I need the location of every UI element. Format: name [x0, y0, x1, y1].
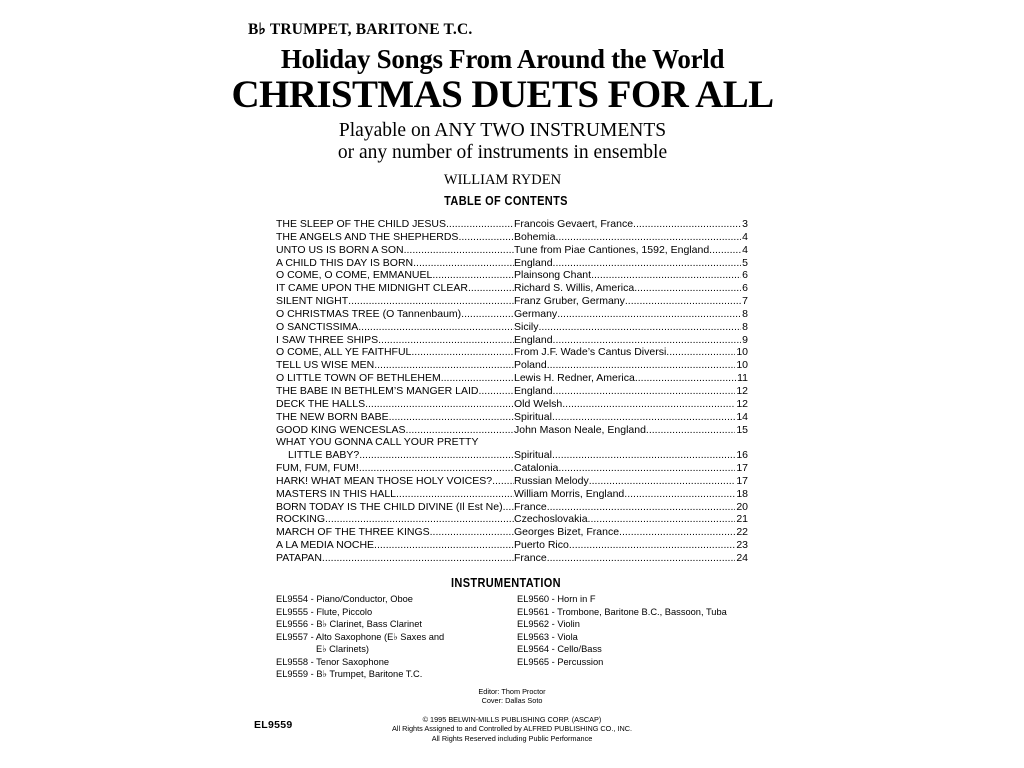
toc-page-number: 10	[736, 346, 748, 359]
dot-leader	[378, 334, 514, 347]
toc-page-number: 21	[736, 513, 748, 526]
toc-title: FUM, FUM, FUM!	[276, 462, 359, 475]
toc-page-number: 15	[736, 423, 748, 436]
toc-origin: England	[514, 384, 553, 397]
toc-row	[276, 346, 748, 359]
toc-page-number: 14	[736, 410, 748, 423]
toc-origin: Spiritual	[514, 410, 552, 423]
toc-title: O LITTLE TOWN OF BETHLEHEM	[276, 372, 441, 385]
instrumentation-item: E♭ Clarinets)	[316, 644, 369, 654]
toc-title: WHAT YOU GONNA CALL YOUR PRETTY	[276, 436, 479, 449]
dot-leader	[406, 424, 514, 437]
instrumentation-item: EL9558 - Tenor Saxophone	[276, 656, 390, 667]
title-block	[230, 44, 775, 190]
dot-leader	[411, 346, 514, 359]
toc-row	[276, 462, 748, 475]
editor-credit: Editor: Thom Proctor	[478, 687, 546, 696]
toc-title: THE NEW BORN BABE	[276, 410, 389, 423]
description-line-2: or any number of instruments in ensemble	[337, 142, 668, 163]
toc-title: I SAW THREE SHIPS	[276, 333, 379, 346]
toc-title: LITTLE BABY?	[288, 449, 360, 462]
toc-row	[276, 539, 748, 552]
toc-origin: Franz Gruber, Germany	[514, 295, 625, 308]
dot-leader	[619, 526, 735, 539]
toc-page-number: 12	[736, 397, 748, 410]
dot-leader	[413, 257, 514, 270]
toc-row	[276, 449, 748, 462]
dot-leader	[430, 526, 514, 539]
dot-leader	[441, 372, 514, 385]
dot-leader	[432, 269, 514, 282]
cover-credit: Cover: Dallas Soto	[481, 696, 543, 706]
dot-leader	[468, 282, 514, 295]
dot-leader	[633, 218, 741, 231]
toc-title: O COME, ALL YE FAITHFUL	[276, 346, 412, 359]
author: WILLIAM RYDEN	[443, 172, 562, 188]
toc-row	[276, 372, 748, 385]
toc-page-number: 11	[737, 372, 748, 385]
toc-row	[276, 321, 748, 334]
toc-origin: England	[514, 256, 553, 269]
dot-leader	[553, 257, 742, 270]
description-line-1: Playable on ANY TWO INSTRUMENTS	[338, 120, 667, 141]
instrumentation-left-column	[276, 593, 444, 681]
toc-origin: Richard S. Willis, America	[514, 282, 635, 295]
toc-page-number: 8	[742, 320, 748, 333]
toc-origin: France	[514, 551, 547, 564]
toc-row	[276, 334, 748, 347]
dot-leader	[557, 308, 741, 321]
dot-leader	[389, 411, 514, 424]
toc-page-number: 4	[742, 243, 748, 256]
dot-leader	[359, 462, 514, 475]
dot-leader	[552, 449, 735, 462]
toc-page-number: 3	[742, 218, 748, 230]
toc-origin: Germany	[514, 307, 558, 320]
toc-page-number: 9	[742, 333, 748, 346]
toc-title: MASTERS IN THIS HALL	[276, 487, 397, 500]
toc-page-number: 22	[736, 526, 748, 539]
toc-title: O COME, O COME, EMMANUEL	[276, 269, 433, 282]
toc-page-number: 20	[736, 500, 748, 513]
toc-row	[276, 385, 748, 398]
toc-origin: Tune from Piae Cantiones, 1592, England	[514, 243, 710, 256]
copyright-line: All Rights Assigned to and Controlled by ALFRED PUBLISHING CO., INC.	[391, 724, 633, 734]
instrumentation-item: EL9556 - B♭ Clarinet, Bass Clarinet	[276, 619, 422, 629]
toc-page-number: 5	[742, 256, 748, 269]
toc-row	[276, 244, 748, 257]
dot-leader	[503, 501, 514, 514]
dot-leader	[635, 372, 736, 385]
dot-leader	[588, 513, 736, 526]
instrumentation-right-column	[517, 593, 727, 668]
dot-leader	[553, 385, 736, 398]
dot-leader	[589, 475, 736, 488]
credits	[382, 687, 642, 706]
toc-page-number: 16	[736, 449, 748, 462]
main-title: CHRISTMAS DUETS FOR ALL	[231, 73, 774, 116]
dot-leader	[458, 231, 514, 244]
dot-leader	[396, 488, 514, 501]
toc-title: A LA MEDIA NOCHE	[276, 539, 375, 552]
toc-row	[276, 308, 748, 321]
toc-title: IT CAME UPON THE MIDNIGHT CLEAR	[276, 282, 468, 295]
instrumentation-item: EL9555 - Flute, Piccolo	[276, 606, 373, 617]
dot-leader	[624, 488, 735, 501]
toc-row	[276, 436, 748, 449]
toc-title: HARK! WHAT MEAN THOSE HOLY VOICES?	[276, 474, 493, 487]
dot-leader	[359, 449, 514, 462]
toc-origin: Old Welsh	[514, 397, 563, 410]
toc-title: O CHRISTMAS TREE (O Tannenbaum)	[276, 307, 462, 320]
dot-leader	[552, 411, 735, 424]
copyright	[322, 715, 702, 743]
toc-page-number: 6	[742, 282, 748, 295]
dot-leader	[558, 462, 735, 475]
toc-origin: Czechoslovakia	[514, 513, 588, 526]
toc-origin: Russian Melody	[514, 474, 589, 487]
table-of-contents	[276, 218, 748, 565]
toc-page-number: 24	[736, 551, 748, 564]
dot-leader	[404, 244, 514, 257]
toc-title: PATAPAN	[276, 551, 322, 564]
toc-page-number: 7	[742, 295, 748, 308]
instrumentation-item: EL9560 - Horn in F	[517, 594, 596, 604]
copyright-line: © 1995 BELWIN-MILLS PUBLISHING CORP. (ASCAP)	[422, 715, 602, 724]
dot-leader	[666, 346, 735, 359]
instrumentation-heading: INSTRUMENTATION	[451, 576, 561, 590]
toc-origin: Spiritual	[514, 449, 552, 462]
instrumentation-item: EL9562 - Violin	[517, 619, 580, 629]
toc-row	[276, 269, 748, 282]
dot-leader	[365, 398, 514, 411]
dot-leader	[325, 513, 514, 526]
toc-origin: Sicily	[514, 320, 539, 333]
toc-row	[276, 526, 748, 539]
toc-origin: England	[514, 333, 553, 346]
toc-title: GOOD KING WENCESLAS	[276, 423, 406, 436]
toc-row	[276, 257, 748, 270]
instrument-header: B♭ TRUMPET, BARITONE T.C.	[248, 21, 473, 38]
copyright-line: All Rights Reserved including Public Performance	[431, 733, 593, 743]
toc-row	[276, 398, 748, 411]
dot-leader	[547, 501, 736, 514]
instrumentation-item: EL9557 - Alto Saxophone (E♭ Saxes and	[276, 631, 445, 642]
toc-origin: Bohemia	[514, 230, 556, 243]
dot-leader	[547, 359, 736, 372]
toc-origin: Plainsong Chant	[514, 269, 592, 282]
toc-origin: John Mason Neale, England	[514, 423, 646, 436]
toc-row	[276, 359, 748, 372]
toc-title: A CHILD THIS DAY IS BORN	[276, 256, 414, 269]
instrumentation-item: EL9564 - Cello/Bass	[517, 644, 602, 654]
toc-page-number: 17	[736, 462, 748, 475]
toc-row	[276, 424, 748, 437]
toc-origin: Puerto Rico	[514, 539, 569, 552]
toc-row	[276, 411, 748, 424]
toc-page-number: 18	[736, 487, 748, 500]
dot-leader	[446, 218, 514, 231]
toc-page-number: 10	[736, 359, 748, 372]
dot-leader	[539, 321, 742, 334]
toc-title: THE SLEEP OF THE CHILD JESUS	[276, 218, 446, 230]
dot-leader	[358, 321, 514, 334]
instrumentation-item: EL9563 - Viola	[517, 631, 578, 642]
instrumentation-item: EL9554 - Piano/Conductor, Oboe	[276, 594, 413, 604]
toc-title: O SANCTISSIMA	[276, 320, 359, 333]
toc-origin: France	[514, 500, 547, 513]
dot-leader	[562, 398, 735, 411]
toc-origin: Francois Gevaert, France	[514, 218, 634, 230]
dot-leader	[547, 552, 736, 565]
dot-leader	[374, 539, 514, 552]
toc-title: BORN TODAY IS THE CHILD DIVINE (Il Est Ne)	[276, 500, 503, 513]
dot-leader	[625, 295, 741, 308]
toc-page-number: 4	[742, 230, 748, 243]
toc-row	[276, 552, 748, 565]
toc-page-number: 23	[736, 539, 748, 552]
toc-title: THE ANGELS AND THE SHEPHERDS	[276, 230, 459, 243]
toc-row	[276, 475, 748, 488]
toc-page-number: 6	[742, 269, 748, 282]
dot-leader	[646, 424, 735, 437]
toc-page-number: 17	[736, 474, 748, 487]
toc-row	[276, 488, 748, 501]
dot-leader	[322, 552, 514, 565]
toc-origin: Catalonia	[514, 462, 559, 475]
toc-title: MARCH OF THE THREE KINGS	[276, 526, 430, 539]
toc-row	[276, 295, 748, 308]
toc-title: SILENT NIGHT	[276, 295, 349, 308]
catalog-number: EL9559	[254, 719, 293, 731]
toc-origin: William Morris, England	[514, 487, 625, 500]
toc-heading: TABLE OF CONTENTS	[444, 194, 568, 208]
instrumentation-item: EL9565 - Percussion	[517, 656, 604, 667]
toc-origin: From J.F. Wade’s Cantus Diversi	[514, 346, 667, 359]
dot-leader	[591, 269, 741, 282]
toc-page-number: 8	[742, 307, 748, 320]
dot-leader	[709, 244, 741, 257]
subtitle: Holiday Songs From Around the World	[280, 44, 725, 74]
dot-leader	[634, 282, 741, 295]
dot-leader	[555, 231, 741, 244]
toc-title: DECK THE HALLS	[276, 397, 366, 410]
dot-leader	[492, 475, 514, 488]
dot-leader	[553, 334, 742, 347]
toc-row	[276, 218, 748, 231]
toc-origin: Poland	[514, 359, 547, 372]
dot-leader	[348, 295, 514, 308]
dot-leader	[478, 385, 514, 398]
toc-origin: Georges Bizet, France	[514, 526, 620, 539]
toc-title: TELL US WISE MEN	[276, 359, 375, 372]
dot-leader	[569, 539, 735, 552]
toc-row	[276, 501, 748, 514]
toc-page-number: 12	[736, 384, 748, 397]
instrumentation-item: EL9561 - Trombone, Baritone B.C., Bassoon, Tuba	[517, 606, 727, 617]
toc-title: ROCKING	[276, 513, 326, 526]
toc-row	[276, 282, 748, 295]
instrumentation-item: EL9559 - B♭ Trumpet, Baritone T.C.	[276, 669, 423, 679]
dot-leader	[461, 308, 514, 321]
dot-leader	[374, 359, 514, 372]
toc-title: UNTO US IS BORN A SON	[276, 243, 404, 256]
toc-row	[276, 231, 748, 244]
toc-row	[276, 513, 748, 526]
toc-title: THE BABE IN BETHLEM’S MANGER LAID	[276, 384, 479, 397]
toc-origin: Lewis H. Redner, America	[514, 372, 635, 385]
